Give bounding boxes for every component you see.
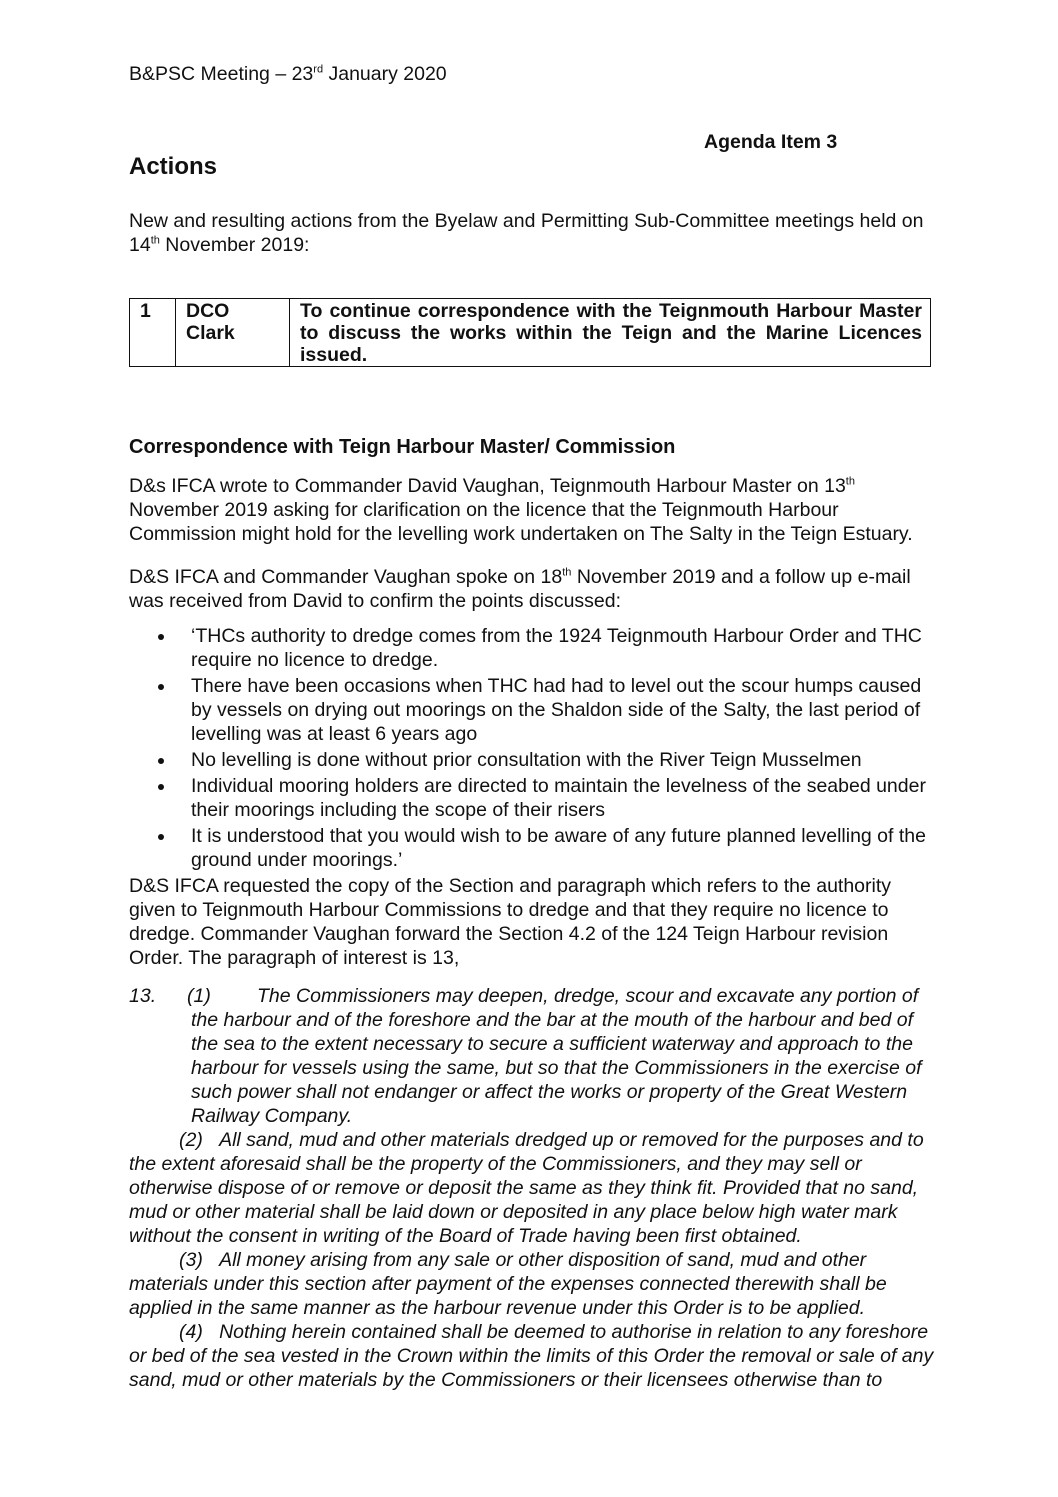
- request-paragraph: D&S IFCA requested the copy of the Section and paragraph which refers to the authority given to Teignmouth Harbour Commissions to dredge and that they require no licence to dredge. Commander Vaughan forward the Section 4.2 of the 124 Teign Harbour revision Order. The paragraph of interest is 13,: [129, 875, 892, 969]
- page-title: Actions: [129, 153, 218, 180]
- discussion-points-list: [129, 624, 939, 874]
- subsection-2-text: (2) All sand, mud and other materials dredged up or removed for the purposes and to the extent aforesaid shall be the property of the Commissioners, and they may sell or otherwise dispose of or remove or deposit the same as they think fit. Provided that no sand, mud or other material shall be laid down or deposited in any place below high water mark without the consent in writing of the Board of Trade having been first obtained.: [129, 1129, 924, 1247]
- para2-text-b: November 2019 and a follow up e-mail was received from David to confirm the points discussed:: [129, 566, 911, 612]
- para1-ordinal: th: [845, 475, 855, 488]
- action-owner-title: DCO: [186, 300, 230, 322]
- list-item: [129, 824, 939, 872]
- action-number: 1: [130, 299, 176, 367]
- para1-text-a: D&s IFCA wrote to Commander David Vaughan, Teignmouth Harbour Master on 13: [129, 475, 846, 497]
- para2-text-a: D&S IFCA and Commander Vaughan spoke on 18: [129, 566, 563, 588]
- bullet-icon: [158, 684, 164, 690]
- intro-date-ordinal: th: [150, 234, 160, 247]
- list-item: [129, 624, 939, 672]
- agenda-item-label: Agenda Item 3: [704, 131, 838, 153]
- intro-date-rest: November 2019:: [159, 234, 310, 256]
- action-owner-name: Clark: [186, 322, 235, 344]
- correspondence-paragraph-2: [129, 565, 939, 613]
- list-item-text: There have been occasions when THC had had to level out the scour humps caused by vessels on drying out moorings on the Shaldon side of the Salty, the last period of levelling was at least 6 years ago: [191, 675, 922, 745]
- clause-number: 13.: [129, 985, 157, 1007]
- para2-ordinal: th: [562, 566, 572, 579]
- action-description: To continue correspondence with the Teignmouth Harbour Master to discuss the works within the Teign and the Marine Licences issued.: [290, 299, 931, 367]
- list-item: [129, 748, 939, 772]
- list-item: [129, 674, 939, 746]
- meeting-header-text: B&PSC Meeting – 23: [129, 63, 314, 85]
- actions-table: [129, 298, 931, 367]
- subsection-1-text: The Commissioners may deepen, dredge, scour and excavate any portion of the harbour and of the foreshore and the bar at the mouth of the harbour and bed of the sea to the extent necessary to secure a sufficient waterway and approach to the harbour for vessels using the same, but so that the Commissioners in the exercise of such power shall not endanger or affect the works or property of the Great Western Railway Company.: [191, 985, 922, 1127]
- intro-paragraph: [129, 209, 939, 257]
- list-item-text: Individual mooring holders are directed to maintain the levelness of the seabed under their moorings including the scope of their risers: [191, 775, 926, 821]
- correspondence-paragraph-1: [129, 474, 939, 546]
- para1-text-b: November 2019 asking for clarification on the licence that the Teignmouth Harbour Commission might hold for the levelling work undertaken on The Salty in the Teign Estuary.: [129, 499, 913, 545]
- subsection-3-text: (3) All money arising from any sale or other disposition of sand, mud and other materials under this section after payment of the expenses connected therewith shall be applied in the same manner as the harbour revenue under this Order is to be applied.: [129, 1249, 887, 1319]
- clause-13-subsection-1: [129, 984, 939, 1128]
- list-item-text: ‘THCs authority to dredge comes from the 1924 Teignmouth Harbour Order and THC require no licence to dredge.: [191, 625, 922, 671]
- intro-date-day: 14: [129, 234, 151, 256]
- legal-excerpt: [129, 984, 939, 1392]
- meeting-header: [129, 62, 447, 86]
- meeting-date-ordinal: rd: [313, 63, 324, 76]
- bullet-icon: [158, 758, 164, 764]
- meeting-header-date: January 2020: [323, 63, 447, 85]
- list-item-text: No levelling is done without prior consultation with the River Teign Musselmen: [191, 749, 862, 771]
- subsection-1-label: (1): [187, 985, 211, 1007]
- intro-text: New and resulting actions from the Byelaw and Permitting Sub-Committee meetings held on: [129, 210, 924, 232]
- section-heading: Correspondence with Teign Harbour Master/ Commission: [129, 436, 676, 458]
- list-item-text: It is understood that you would wish to be aware of any future planned levelling of the ground under moorings.’: [191, 825, 926, 871]
- bullet-icon: [158, 634, 164, 640]
- subsection-4-text: (4) Nothing herein contained shall be deemed to authorise in relation to any foreshore or bed of the sea vested in the Crown within the limits of this Order the removal or sale of any sand, mud or other materials by the Commissioners or their licensees otherwise than to: [129, 1321, 934, 1391]
- bullet-icon: [158, 784, 164, 790]
- bullet-icon: [158, 834, 164, 840]
- table-row: [130, 299, 931, 367]
- action-owner: [176, 299, 290, 367]
- list-item: [129, 774, 939, 822]
